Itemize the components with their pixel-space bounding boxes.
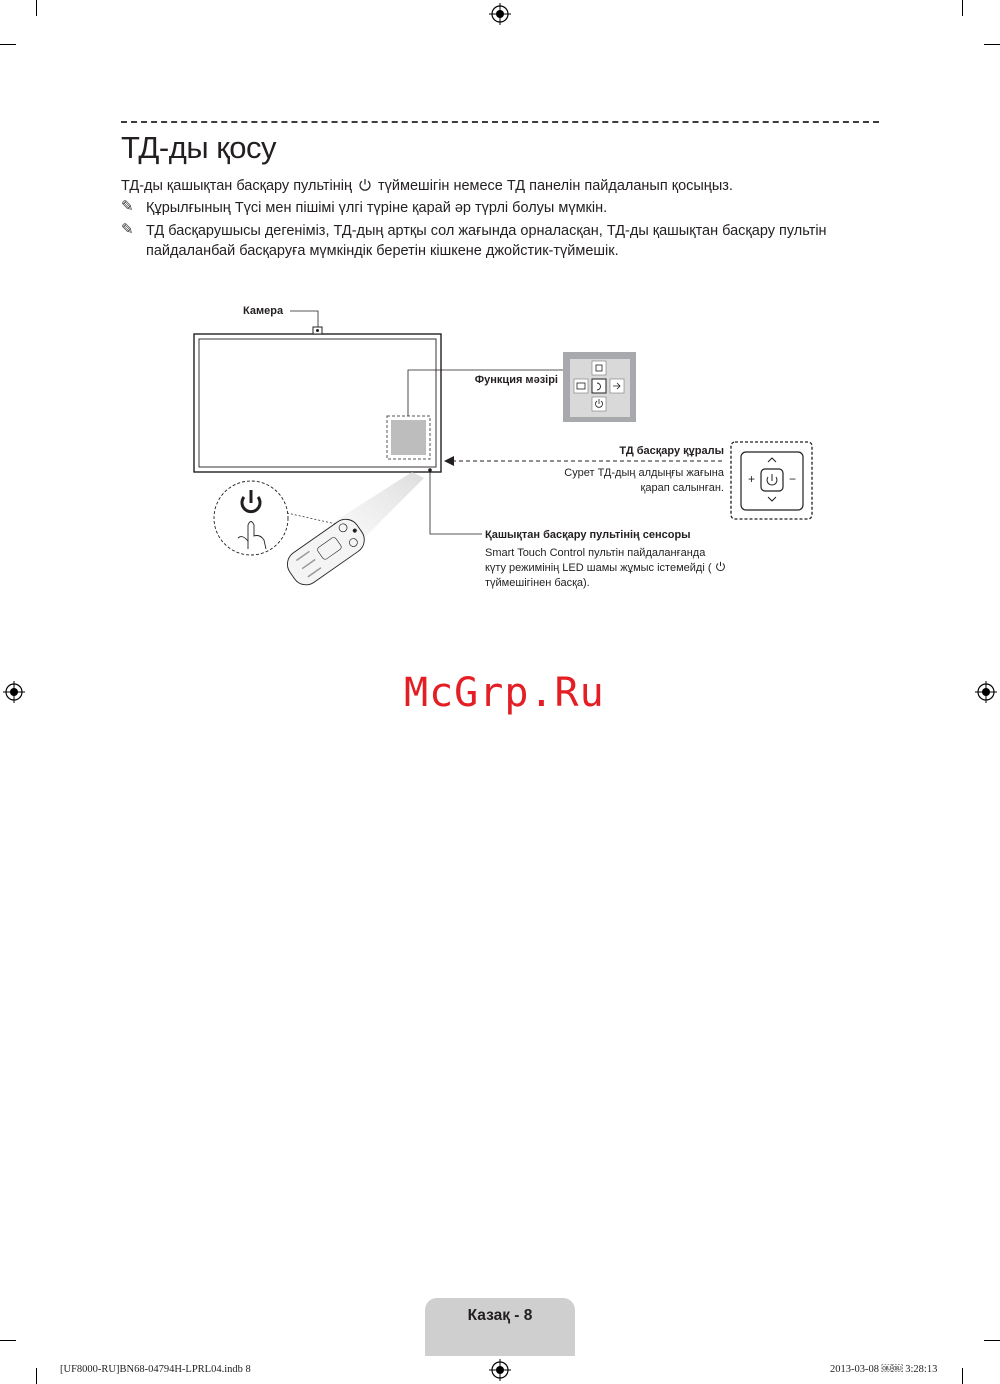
note-pencil-icon: ✎ bbox=[121, 221, 134, 238]
sensor-desc-line-2 bbox=[485, 561, 726, 576]
function-menu-label: Функция мәзірі bbox=[474, 374, 558, 386]
controller-desc-line-1: Сурет ТД-дың алдыңғы жағына bbox=[564, 467, 724, 479]
intro-text-before: ТД-ды қашықтан басқару пультінің bbox=[121, 178, 352, 194]
page-title: ТД-ды қосу bbox=[121, 130, 277, 165]
sensor-desc-line-3: түймешігінен басқа). bbox=[485, 577, 590, 589]
registration-mark-icon bbox=[3, 681, 25, 703]
crop-mark bbox=[962, 1368, 963, 1384]
controller-desc-line-2: қарап салынған. bbox=[640, 482, 724, 494]
crop-mark bbox=[0, 1340, 16, 1341]
sensor-desc-line-2-text: күту режимінің LED шамы жұмыс істемейді ( bbox=[485, 562, 712, 574]
intro-text-after: түймешігін немесе ТД панелін пайдаланып қосыңыз. bbox=[378, 178, 733, 194]
print-date-info: 2013-03-08 ￼￼ 3:28:13 bbox=[830, 1364, 938, 1375]
tv-camera bbox=[313, 327, 322, 334]
power-icon bbox=[715, 561, 726, 572]
hand-press-icon bbox=[214, 481, 288, 555]
note-1: Құрылғының Түсі мен пішімі үлгі түріне қарай әр түрлі болуы мүмкін. bbox=[146, 200, 608, 216]
joystick-plus-label: + bbox=[748, 472, 756, 486]
joystick-minus-label: − bbox=[789, 472, 797, 486]
page-number-tab bbox=[425, 1298, 575, 1356]
registration-mark-icon bbox=[975, 681, 997, 703]
note-pencil-icon: ✎ bbox=[121, 198, 134, 215]
remote-control-icon bbox=[282, 514, 370, 591]
camera-label: Камера bbox=[243, 305, 284, 317]
tv-controller-joystick bbox=[731, 442, 812, 519]
crop-mark bbox=[984, 1340, 1000, 1341]
controller-title: ТД басқару құралы bbox=[619, 445, 724, 457]
page-number-label: Казақ - 8 bbox=[467, 1307, 533, 1324]
sensor-title: Қашықтан басқару пультінің сенсоры bbox=[485, 529, 691, 541]
registration-mark-icon bbox=[489, 1359, 511, 1381]
note-2-line-2: пайдаланбай басқаруға мүмкіндік беретін кішкене джойстик-түймешік. bbox=[146, 243, 619, 259]
crop-mark bbox=[36, 1368, 37, 1384]
watermark: McGrp.Ru bbox=[404, 670, 605, 716]
tv-diagram bbox=[0, 0, 1000, 640]
print-file-info: [UF8000-RU]BN68-04794H-LPRL04.indb 8 bbox=[60, 1364, 251, 1375]
function-menu-panel bbox=[563, 352, 636, 422]
note-2-line-1: ТД басқарушысы дегеніміз, ТД-дың артқы сол жағында орналасқан, ТД-ды қашықтан басқару пультін bbox=[146, 223, 827, 239]
sensor-desc-line-1: Smart Touch Control пультін пайдаланғанда bbox=[485, 547, 706, 559]
